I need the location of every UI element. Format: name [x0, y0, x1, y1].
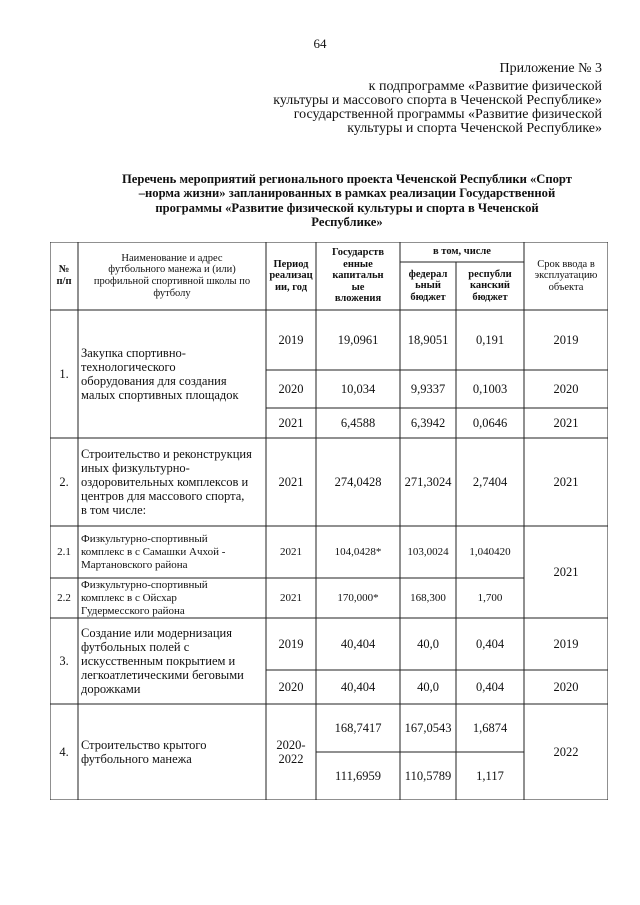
cell-text-line: оборудования для создания [81, 374, 227, 388]
cell-text-line: эксплуатацию [534, 270, 598, 282]
cell-period: 2021 [278, 416, 304, 430]
header-republic [456, 262, 524, 310]
header-name [78, 242, 266, 310]
appendix-line: государственной программы «Развитие физической [293, 107, 602, 122]
cell-republic: 1,117 [476, 769, 504, 783]
row-num: 4. [59, 745, 69, 759]
cell-period: 2021 [280, 545, 302, 558]
header-incl: в том, числе [433, 246, 491, 258]
cell-state: 6,4588 [340, 416, 376, 430]
cell-text-line: капитальн [332, 270, 384, 282]
cell-text-line: комплекс в с Самашки Ачхой - [81, 545, 226, 558]
cell-republic: 0,191 [475, 333, 505, 347]
header-deadline [524, 242, 608, 310]
cell-text-line: вложения [334, 293, 382, 305]
cell-text-line: ьный [415, 280, 441, 292]
cell-state: 104,0428* [334, 545, 382, 558]
cell-text-line: профильной спортивной школы по [93, 276, 251, 287]
appendix-block [182, 62, 602, 136]
header-num [50, 242, 78, 310]
projects-table [50, 242, 608, 800]
cell-text-line: Физкультурно-спортивный [81, 578, 208, 591]
cell-federal: 9,9337 [410, 382, 446, 396]
cell-text-line: Государств [331, 247, 384, 259]
header-state [316, 242, 400, 310]
cell-text-line: ые [351, 281, 365, 293]
cell-text-line: Строительство крытого [81, 738, 207, 752]
cell-federal: 40,0 [417, 637, 439, 651]
cell-state: 19,0961 [337, 333, 379, 347]
cell-text-line: оздоровительных комплексов и [81, 475, 249, 489]
cell-republic: 0,0646 [472, 416, 508, 430]
cell-deadline: 2020 [553, 382, 579, 396]
appendix-line: к подпрограмме «Развитие физической [368, 79, 602, 94]
cell-state: 170,000* [337, 591, 379, 604]
cell-text-line: технологического [81, 360, 176, 374]
cell-deadline: 2019 [553, 637, 579, 651]
cell-period [266, 704, 316, 800]
cell-text-line: Наименование и адрес [121, 252, 223, 264]
cell-text-line: искусственным покрытием и [81, 654, 236, 668]
cell-state: 274,0428 [334, 475, 382, 489]
cell-deadline: 2019 [553, 333, 579, 347]
cell-federal: 103,0024 [407, 545, 449, 558]
cell-text-line: иных физкультурно- [81, 461, 190, 475]
cell-text-line: ии, год [274, 281, 308, 293]
cell-text-line: Физкультурно-спортивный [81, 532, 208, 545]
appendix-line: культуры и массового спорта в Чеченской Республике» [273, 93, 602, 108]
cell-federal: 40,0 [417, 680, 439, 694]
cell-republic: 0,1003 [472, 382, 508, 396]
cell-republic: 1,6874 [472, 721, 508, 735]
cell-text-line: бюджет [472, 291, 508, 303]
cell-text-line: футбольного манежа и (или) [108, 264, 236, 276]
row-num: 3. [59, 654, 69, 668]
cell-period: 2020 [278, 680, 304, 694]
title-line: Перечень мероприятий регионального проекта Чеченской Республики «Спорт [122, 172, 572, 186]
row-name [78, 618, 266, 704]
cell-federal: 271,3024 [404, 475, 452, 489]
row-name [78, 310, 266, 438]
cell-republic: 1,700 [477, 591, 503, 604]
cell-text-line: бюджет [410, 291, 446, 303]
cell-period: 2019 [278, 637, 304, 651]
cell-deadline: 2020 [553, 680, 579, 694]
row-name [78, 526, 266, 578]
cell-text-line: 2022 [278, 752, 304, 766]
cell-text-line: Строительство и реконструкция [81, 447, 252, 461]
row-num: 2. [59, 475, 69, 489]
title-line: –норма жизни» запланированных в рамках реализации Государственной [138, 186, 556, 201]
header-federal [400, 262, 456, 310]
cell-text-line: 2020- [276, 738, 306, 752]
cell-text-line: Создание или модернизация [81, 626, 232, 640]
header-period [266, 242, 316, 310]
cell-federal: 6,3942 [410, 416, 446, 430]
cell-text-line: легкоатлетическими беговыми [81, 668, 244, 682]
cell-state: 10,034 [340, 382, 376, 396]
appendix-line: культуры и спорта Чеченской Республике» [347, 121, 602, 136]
cell-text-line: Срок ввода в [537, 258, 595, 270]
cell-period: 2021 [280, 591, 302, 604]
cell-republic: 0,404 [475, 680, 505, 694]
cell-text-line: малых спортивных площадок [81, 388, 239, 402]
cell-federal: 18,9051 [407, 333, 449, 347]
cell-federal: 167,0543 [404, 721, 452, 735]
cell-deadline: 2021 [553, 475, 579, 489]
page-number: 64 [313, 36, 327, 51]
cell-text-line: в том числе: [81, 503, 147, 517]
cell-text-line: федерал [408, 268, 448, 280]
cell-period: 2020 [278, 382, 304, 396]
cell-text-line: футбольного манежа [81, 752, 192, 766]
row-name [78, 704, 266, 800]
row-num: 1. [59, 367, 69, 381]
cell-deadline: 2021 [553, 565, 579, 579]
cell-text-line: футболу [153, 287, 191, 299]
cell-text-line: Период [273, 258, 309, 270]
cell-text-line: комплекс в с Ойсхар [81, 591, 177, 604]
cell-text-line: канский [469, 280, 510, 292]
cell-republic: 2,7404 [472, 475, 508, 489]
cell-deadline: 2021 [553, 416, 579, 430]
document-title [92, 172, 602, 230]
title-line: программы «Развитие физической культуры и спорта в Чеченской [155, 200, 539, 215]
cell-text-line: футбольных полей с [81, 640, 190, 654]
row-name [78, 578, 266, 618]
cell-republic: 1,040420 [469, 545, 511, 558]
row-num: 2.2 [57, 591, 71, 604]
cell-text-line: центров для массового спорта, [81, 489, 245, 503]
cell-text-line: Закупка спортивно- [81, 346, 186, 360]
cell-republic: 0,404 [475, 637, 505, 651]
row-num: 2.1 [57, 545, 71, 558]
title-line: Республике» [311, 215, 383, 230]
cell-deadline: 2022 [553, 745, 579, 759]
cell-state: 111,6959 [335, 769, 381, 783]
cell-text-line: республи [468, 268, 512, 280]
cell-state: 40,404 [340, 680, 376, 694]
cell-text-line: енные [343, 258, 373, 270]
cell-period: 2019 [278, 333, 304, 347]
cell-text-line: Мартановского района [81, 558, 188, 571]
cell-text-line: Гудермесского района [81, 604, 185, 617]
cell-state: 168,7417 [334, 721, 382, 735]
cell-text-line: реализац [269, 270, 313, 282]
cell-period: 2021 [278, 475, 304, 489]
cell-text-line: объекта [548, 281, 584, 293]
cell-text-line: дорожками [81, 682, 141, 696]
cell-federal: 168,300 [410, 591, 446, 604]
cell-text-line: № [58, 264, 70, 276]
cell-state: 40,404 [340, 637, 376, 651]
cell-text-line: п/п [56, 276, 72, 287]
row-name [78, 438, 266, 526]
cell-federal: 110,5789 [404, 769, 452, 783]
appendix-label: Приложение № 3 [499, 61, 602, 76]
